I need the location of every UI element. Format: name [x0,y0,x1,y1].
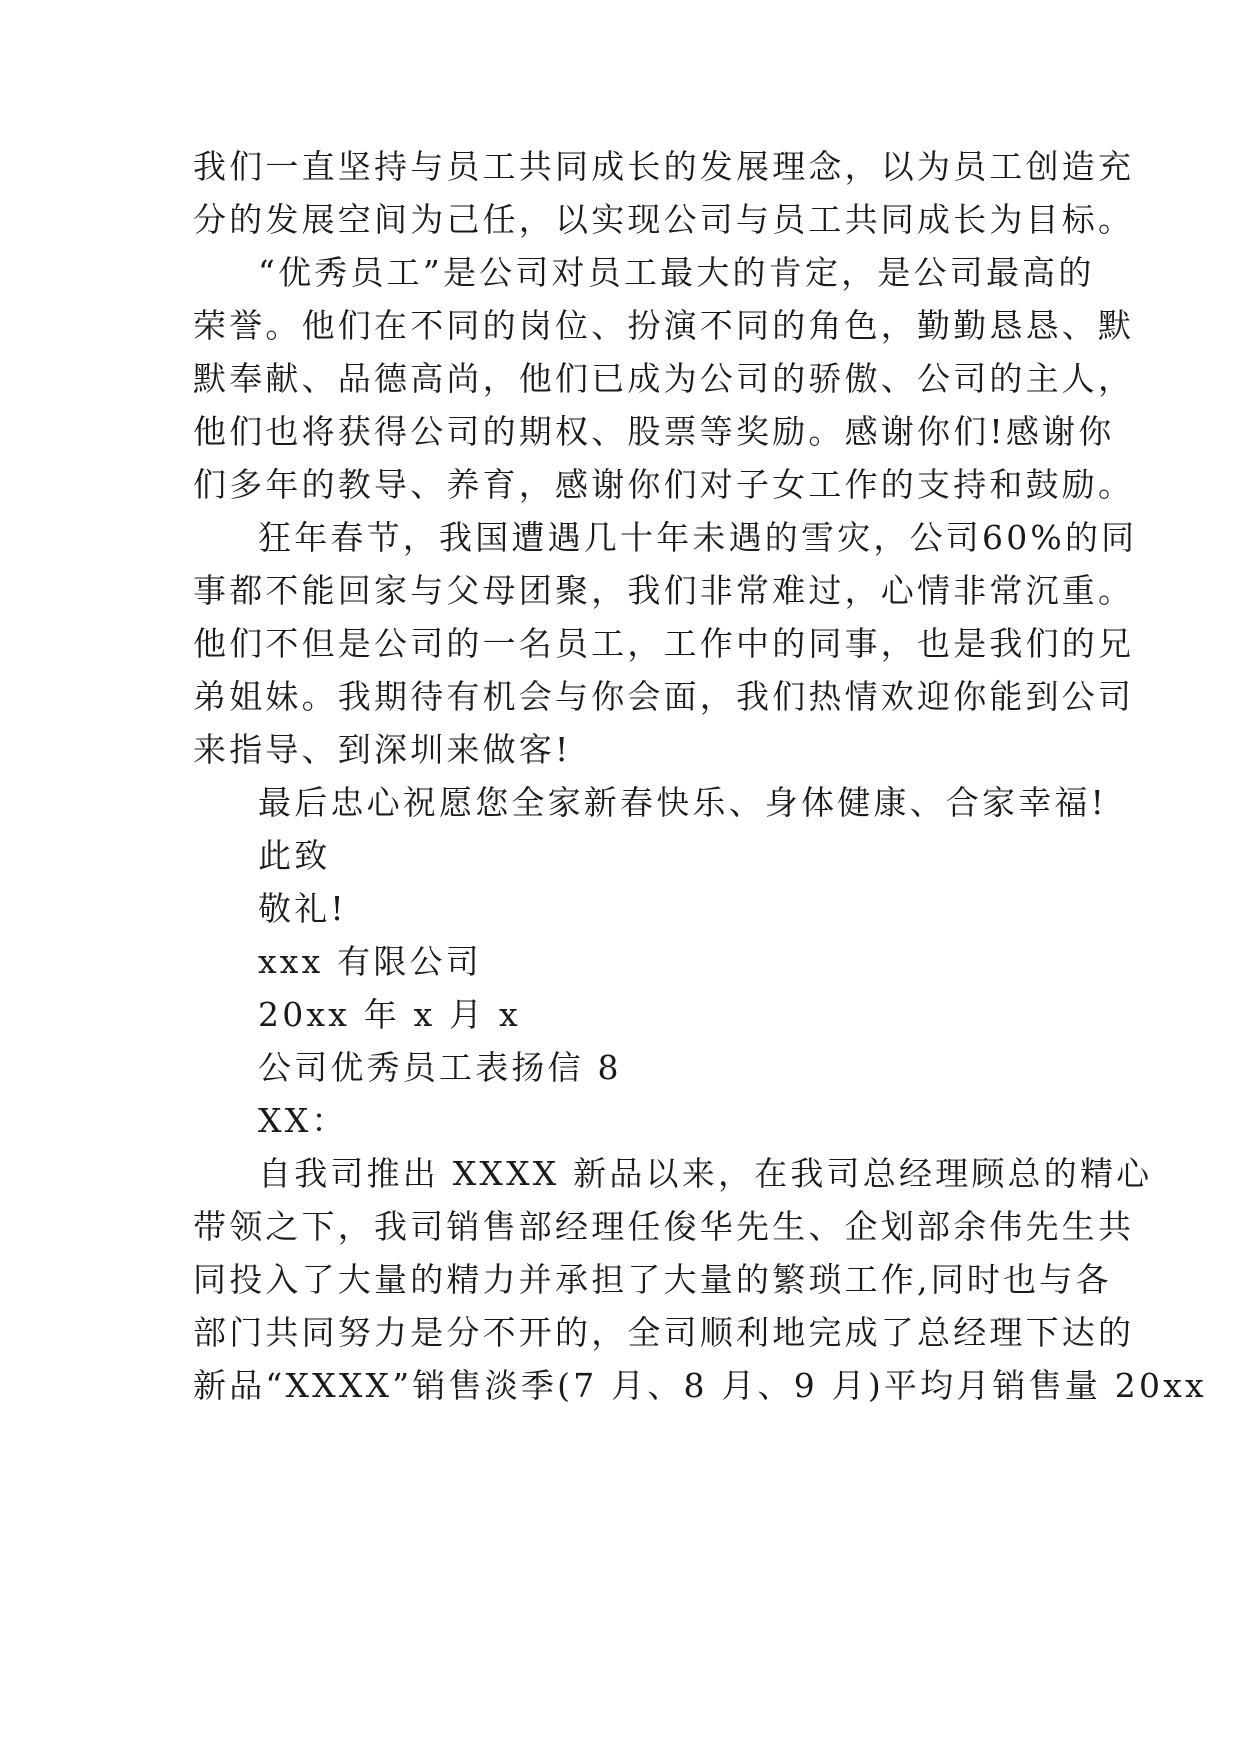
paragraph-line: 们多年的教导、养育，感谢你们对子女工作的支持和鼓励。 [193,465,1135,504]
paragraph-line: 他们不但是公司的一名员工，工作中的同事，也是我们的兄 [193,624,1135,663]
paragraph-line: “优秀员工”是公司对员工最大的肯定，是公司最高的 [258,253,1095,292]
paragraph-line: 部门共同努力是分不开的，全司顺利地完成了总经理下达的 [193,1313,1135,1352]
salutation-line: 此致 [258,836,331,875]
salutation-line: 敬礼! [258,889,347,928]
letter-addressee: XX： [258,1101,348,1140]
paragraph-line: 来指导、到深圳来做客! [193,730,572,769]
paragraph-line: 弟姐妹。我期待有机会与你会面，我们热情欢迎你能到公司 [193,677,1135,716]
signature-date: 20xx 年 x 月 x [258,995,521,1034]
paragraph-line: 同投入了大量的精力并承担了大量的繁琐工作,同时也与各 [193,1260,1112,1299]
paragraph-line: 新品“XXXX”销售淡季(7 月、8 月、9 月)平均月销售量 20xx [193,1366,1207,1405]
paragraph-line: 默奉献、品德高尚，他们已成为公司的骄傲、公司的主人， [193,359,1135,398]
paragraph-line: 分的发展空间为己任，以实现公司与员工共同成长为目标。 [193,200,1135,239]
paragraph-line: 荣誉。他们在不同的岗位、扮演不同的角色，勤勤恳恳、默 [193,306,1135,345]
paragraph-line: 我们一直坚持与员工共同成长的发展理念，以为员工创造充 [193,147,1135,186]
paragraph-line: 事都不能回家与父母团聚，我们非常难过，心情非常沉重。 [193,571,1135,610]
section-heading: 公司优秀员工表扬信 8 [258,1048,622,1087]
paragraph-line: 带领之下，我司销售部经理任俊华先生、企划部余伟先生共 [193,1207,1135,1246]
paragraph-line: 狂年春节，我国遭遇几十年未遇的雪灾，公司60%的同 [258,518,1138,557]
paragraph-line: 自我司推出 XXXX 新品以来，在我司总经理顾总的精心 [258,1154,1153,1193]
signature-company: xxx 有限公司 [258,942,482,981]
closing-wish: 最后忠心祝愿您全家新春快乐、身体健康、合家幸福! [258,783,1108,822]
paragraph-line: 他们也将获得公司的期权、股票等奖励。感谢你们!感谢你 [193,412,1115,451]
